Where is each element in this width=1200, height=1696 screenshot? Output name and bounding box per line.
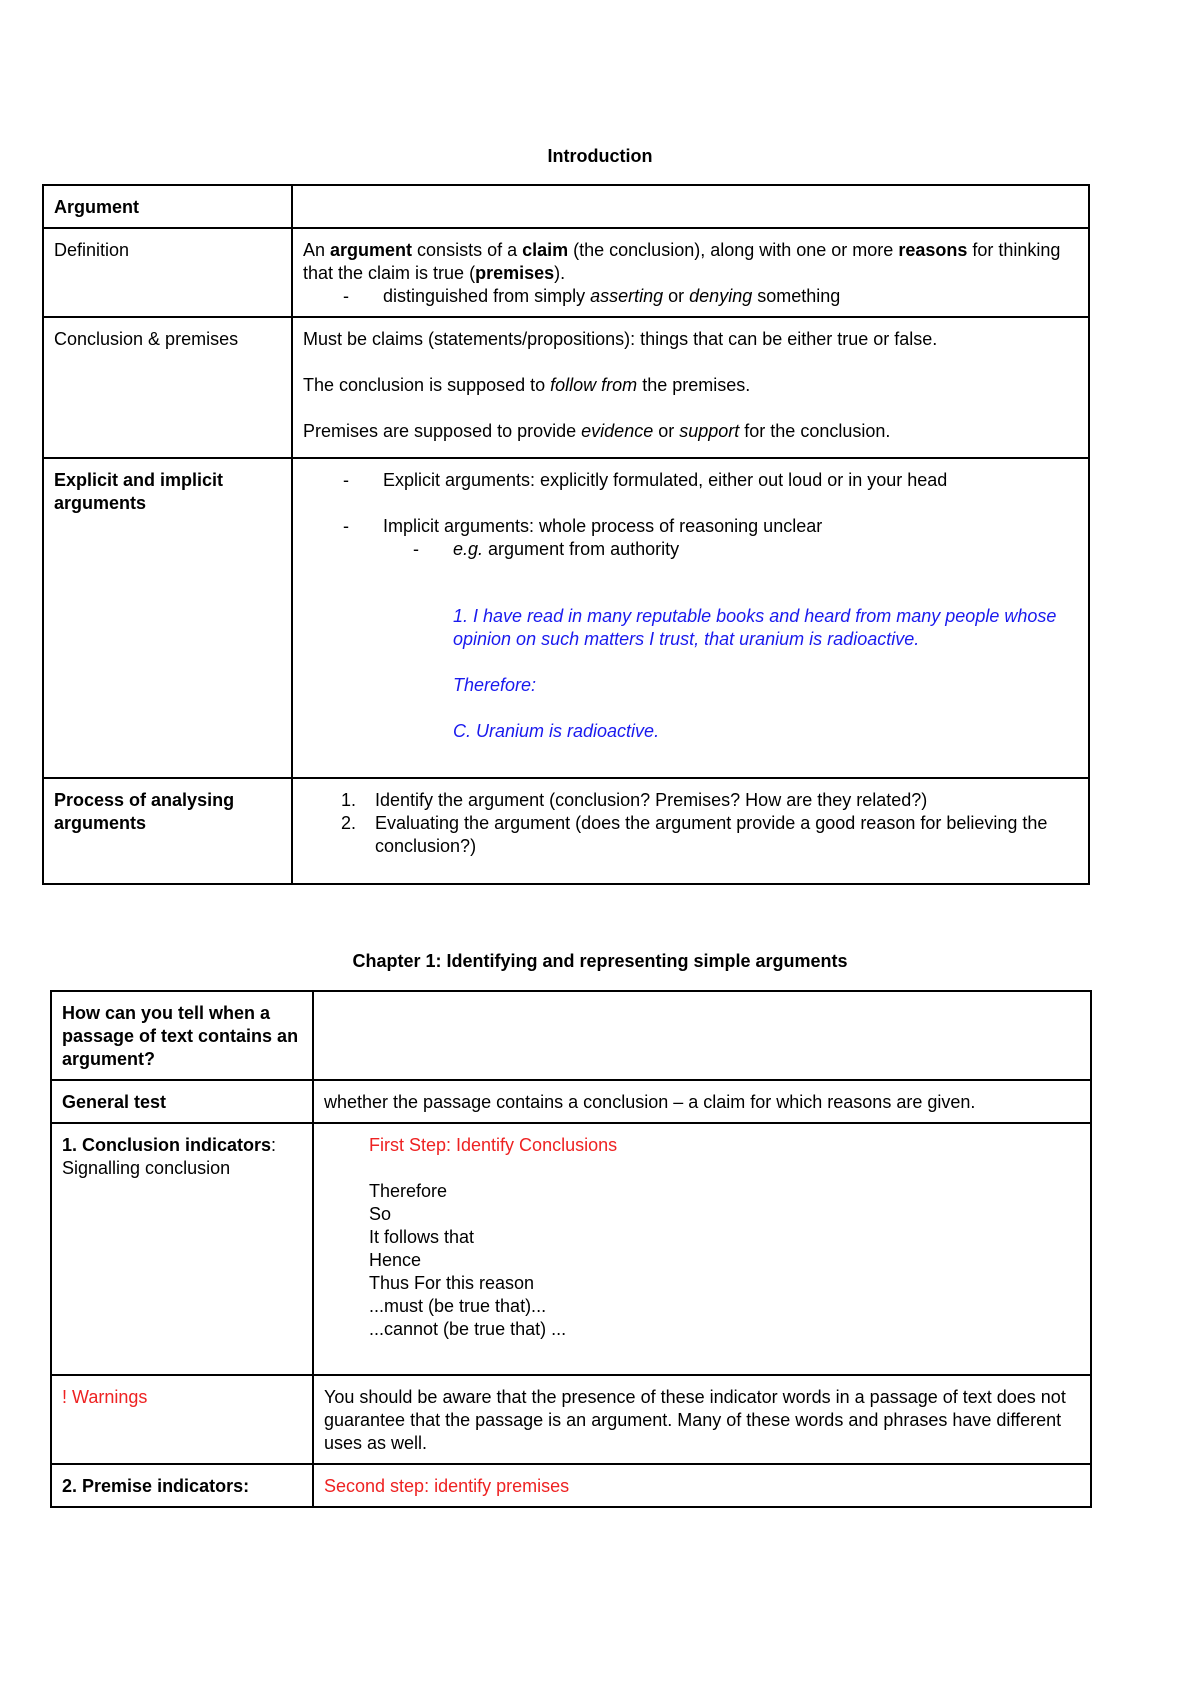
introduction-table bbox=[42, 184, 1090, 885]
chapter1-heading: Chapter 1: Identifying and representing simple arguments bbox=[352, 951, 848, 971]
authority-subitem: - e.g. argument from authority bbox=[413, 539, 680, 559]
indicator-word: ...must (be true that)... bbox=[369, 1296, 547, 1316]
process-step-2: 2. Evaluating the argument (does the argument provide a good reason for believing the conclusion?) bbox=[341, 813, 1048, 856]
example-therefore: Therefore: bbox=[453, 675, 537, 695]
indicator-word: Therefore bbox=[369, 1181, 448, 1201]
process-step-1: 1. Identify the argument (conclusion? Premises? How are they related?) bbox=[341, 790, 928, 810]
indicator-word: Thus For this reason bbox=[369, 1273, 535, 1293]
support-text: Premises are supposed to provide evidence or support for the conclusion. bbox=[303, 421, 891, 441]
indicator-word: So bbox=[369, 1204, 392, 1224]
definition-row bbox=[43, 228, 1089, 317]
introduction-heading: Introduction bbox=[547, 146, 653, 166]
indicator-word: Hence bbox=[369, 1250, 422, 1270]
conclusion-premises-row bbox=[43, 317, 1089, 458]
argument-header: Argument bbox=[43, 185, 292, 228]
process-row bbox=[43, 778, 1089, 884]
definition-content bbox=[292, 228, 1089, 317]
general-test-text: whether the passage contains a conclusion – a claim for which reasons are given. bbox=[313, 1080, 1091, 1123]
example-conclusion: C. Uranium is radioactive. bbox=[453, 721, 660, 741]
explicit-item: - Explicit arguments: explicitly formulated, either out loud or in your head bbox=[343, 470, 948, 490]
indicator-word: It follows that bbox=[369, 1227, 475, 1247]
indicator-word: ...cannot (be true that) ... bbox=[369, 1319, 567, 1339]
general-test-row bbox=[51, 1080, 1091, 1123]
table-header-row bbox=[43, 185, 1089, 228]
argument-test-header: How can you tell when a passage of text contains an argument? bbox=[51, 991, 313, 1080]
definition-bullet: - distinguished from simply asserting or denying something bbox=[343, 286, 841, 306]
signalling-conclusion-text: Signalling conclusion bbox=[62, 1158, 231, 1178]
second-step-text: Second step: identify premises bbox=[313, 1464, 1091, 1507]
conclusion-indicators-row bbox=[51, 1123, 1091, 1375]
explicit-implicit-content bbox=[292, 458, 1089, 778]
warnings-text: You should be aware that the presence of these indicator words in a passage of text does not guarantee that the passage is an argument. Many of these words and phrases have different uses as well. bbox=[313, 1375, 1091, 1464]
conclusion-indicators-content bbox=[313, 1123, 1091, 1375]
chapter1-header-row bbox=[51, 991, 1091, 1080]
chapter1-table bbox=[50, 990, 1092, 1508]
general-test-label: General test bbox=[51, 1080, 313, 1123]
header-empty-cell-2 bbox=[313, 991, 1091, 1080]
explicit-implicit-row bbox=[43, 458, 1089, 778]
header-empty-cell bbox=[292, 185, 1089, 228]
warnings-label: ! Warnings bbox=[51, 1375, 313, 1464]
premise-indicators-label: 2. Premise indicators: bbox=[51, 1464, 313, 1507]
follow-text: The conclusion is supposed to follow from the premises. bbox=[303, 375, 751, 395]
implicit-item: - Implicit arguments: whole process of reasoning unclear bbox=[343, 516, 823, 536]
process-label: Process of analysing arguments bbox=[43, 778, 292, 884]
explicit-implicit-label: Explicit and implicit arguments bbox=[43, 458, 292, 778]
conclusion-premises-label: Conclusion & premises bbox=[43, 317, 292, 458]
conclusion-indicators-label: 1. Conclusion indicators: Signalling conclusion bbox=[51, 1123, 313, 1375]
warnings-row bbox=[51, 1375, 1091, 1464]
conclusion-premises-content bbox=[292, 317, 1089, 458]
premise-indicators-row bbox=[51, 1464, 1091, 1507]
example-premise: 1. I have read in many reputable books and heard from many people whose opinion on such matters I trust, that uranium is radioactive. bbox=[453, 606, 1057, 649]
definition-label: Definition bbox=[43, 228, 292, 317]
first-step-text: First Step: Identify Conclusions bbox=[369, 1135, 618, 1155]
process-content bbox=[292, 778, 1089, 884]
claims-text: Must be claims (statements/propositions): things that can be either true or false. bbox=[303, 329, 938, 349]
definition-text: An argument consists of a claim (the conclusion), along with one or more reasons for thinking that the claim is true (premises). bbox=[303, 240, 1061, 283]
